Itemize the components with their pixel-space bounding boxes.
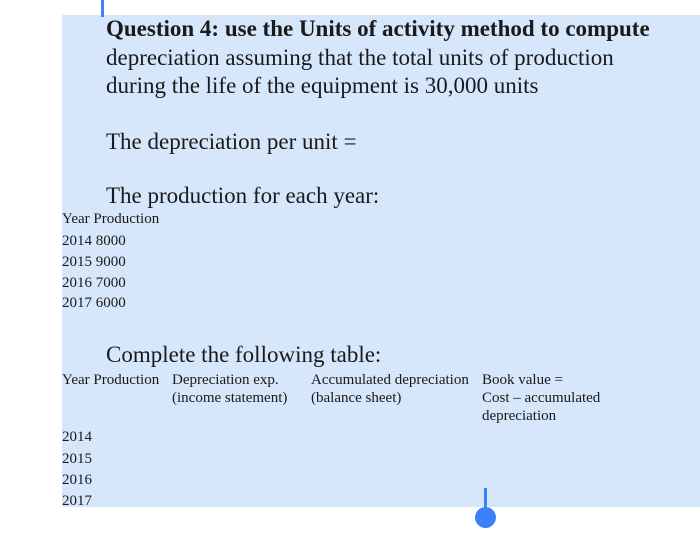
selection-start-handle[interactable] <box>101 0 104 17</box>
col-depreciation-exp: Depreciation exp. <box>172 372 279 388</box>
question-line-3: during the life of the equipment is 30,000 units <box>106 73 539 98</box>
col-accumulated-depreciation: Accumulated depreciation <box>311 372 469 388</box>
production-row-2017: 2017 6000 <box>62 295 126 311</box>
complete-row-2014: 2014 <box>62 429 92 445</box>
selection-end-handle[interactable] <box>475 507 496 528</box>
col-book-value-sub2: depreciation <box>482 408 557 424</box>
production-heading: The production for each year: <box>106 183 380 208</box>
complete-row-2015: 2015 <box>62 451 92 467</box>
question-line-2: depreciation assuming that the total units of production <box>106 45 614 70</box>
col-book-value: Book value = <box>482 372 563 388</box>
col-year-production: Year Production <box>62 372 160 388</box>
col-book-value-sub1: Cost – accumulated <box>482 390 601 406</box>
depreciation-per-unit-prompt: The depreciation per unit = <box>106 129 357 154</box>
col-accumulated-sub: (balance sheet) <box>311 390 402 406</box>
question-title: Question 4: use the Units of activity method to compute <box>106 16 650 41</box>
production-table-header: Year Production <box>62 211 160 227</box>
production-row-2016: 2016 7000 <box>62 275 126 291</box>
complete-row-2017: 2017 <box>62 493 92 509</box>
complete-row-2016: 2016 <box>62 472 92 488</box>
production-row-2015: 2015 9000 <box>62 254 126 270</box>
col-depreciation-sub: (income statement) <box>172 390 288 406</box>
production-row-2014: 2014 8000 <box>62 233 126 249</box>
complete-table-heading: Complete the following table: <box>106 342 382 367</box>
